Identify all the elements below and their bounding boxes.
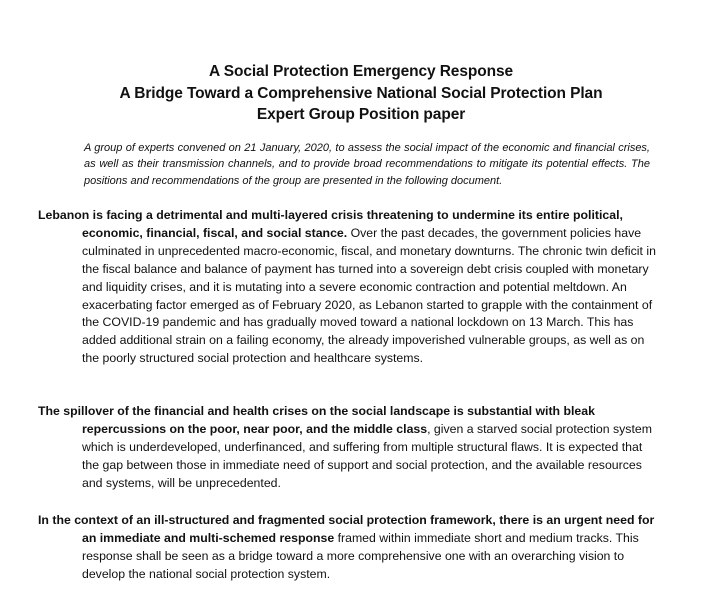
- paragraph-body: Over the past decades, the government policies have culminated in unprecedented macro-economic, fiscal, and monetary downturns. The chronic twin deficit in the fiscal balance and balance of payment has turned into a sovereign debt crisis coupled with monetary and liquidity crises, and it is mutating into a severe economic contraction and potential meltdown. An exacerbating factor emerged as of February 2020, as Lebanon started to grapple with the containment of the COVID-19 pandemic and has gradually moved toward a national lockdown on 13 March. This has added additional strain on a failing economy, the already impoverished vulnerable groups, as well as on the poorly structured social protection and healthcare systems.: [82, 225, 656, 366]
- paragraph-lead: Lebanon is facing a detrimental and multi-layered crisis threatening to undermine its entire political, economic, financial, fiscal, and social stance.: [38, 208, 623, 240]
- paragraph-body: framed within immediate short and medium tracks. This response shall be seen as a bridge toward a more comprehensive one with an overarching vision to develop the national social protection system.: [82, 530, 639, 581]
- title-line: A Social Protection Emergency Response: [209, 63, 513, 80]
- paragraph-lead: The spillover of the financial and health crises on the social landscape is substantial with bleak repercussions on the poor, near poor, and the middle class: [38, 404, 595, 436]
- paper-type-line: Expert Group Position paper: [256, 106, 466, 123]
- subtitle-line: A Bridge Toward a Comprehensive National Social Protection Plan: [119, 84, 603, 102]
- document-title: [0, 61, 722, 126]
- paragraph-lead: In the context of an ill-structured and fragmented social protection framework, there is an urgent need for an immediate and multi-schemed response: [38, 513, 655, 545]
- paragraph-lebanon-crisis: [38, 207, 656, 368]
- paragraph-body: , given a starved social protection system which is underdeveloped, underfinanced, and suffering from multiple structural flaws. It is expected that the gap between those in immediate need of support and social protection, and the available resources and systems, will be unprecedented.: [82, 421, 652, 490]
- paragraph-urgent-response: [38, 512, 656, 584]
- abstract-text: A group of experts convened on 21 January, 2020, to assess the social impact of the economic and financial crises, as well as their transmission channels, and to provide broad recommendations to mitigate its potential effects. The positions and recommendations of the group are presented in the following document.: [84, 142, 650, 187]
- paragraph-social-spillover: [38, 403, 656, 493]
